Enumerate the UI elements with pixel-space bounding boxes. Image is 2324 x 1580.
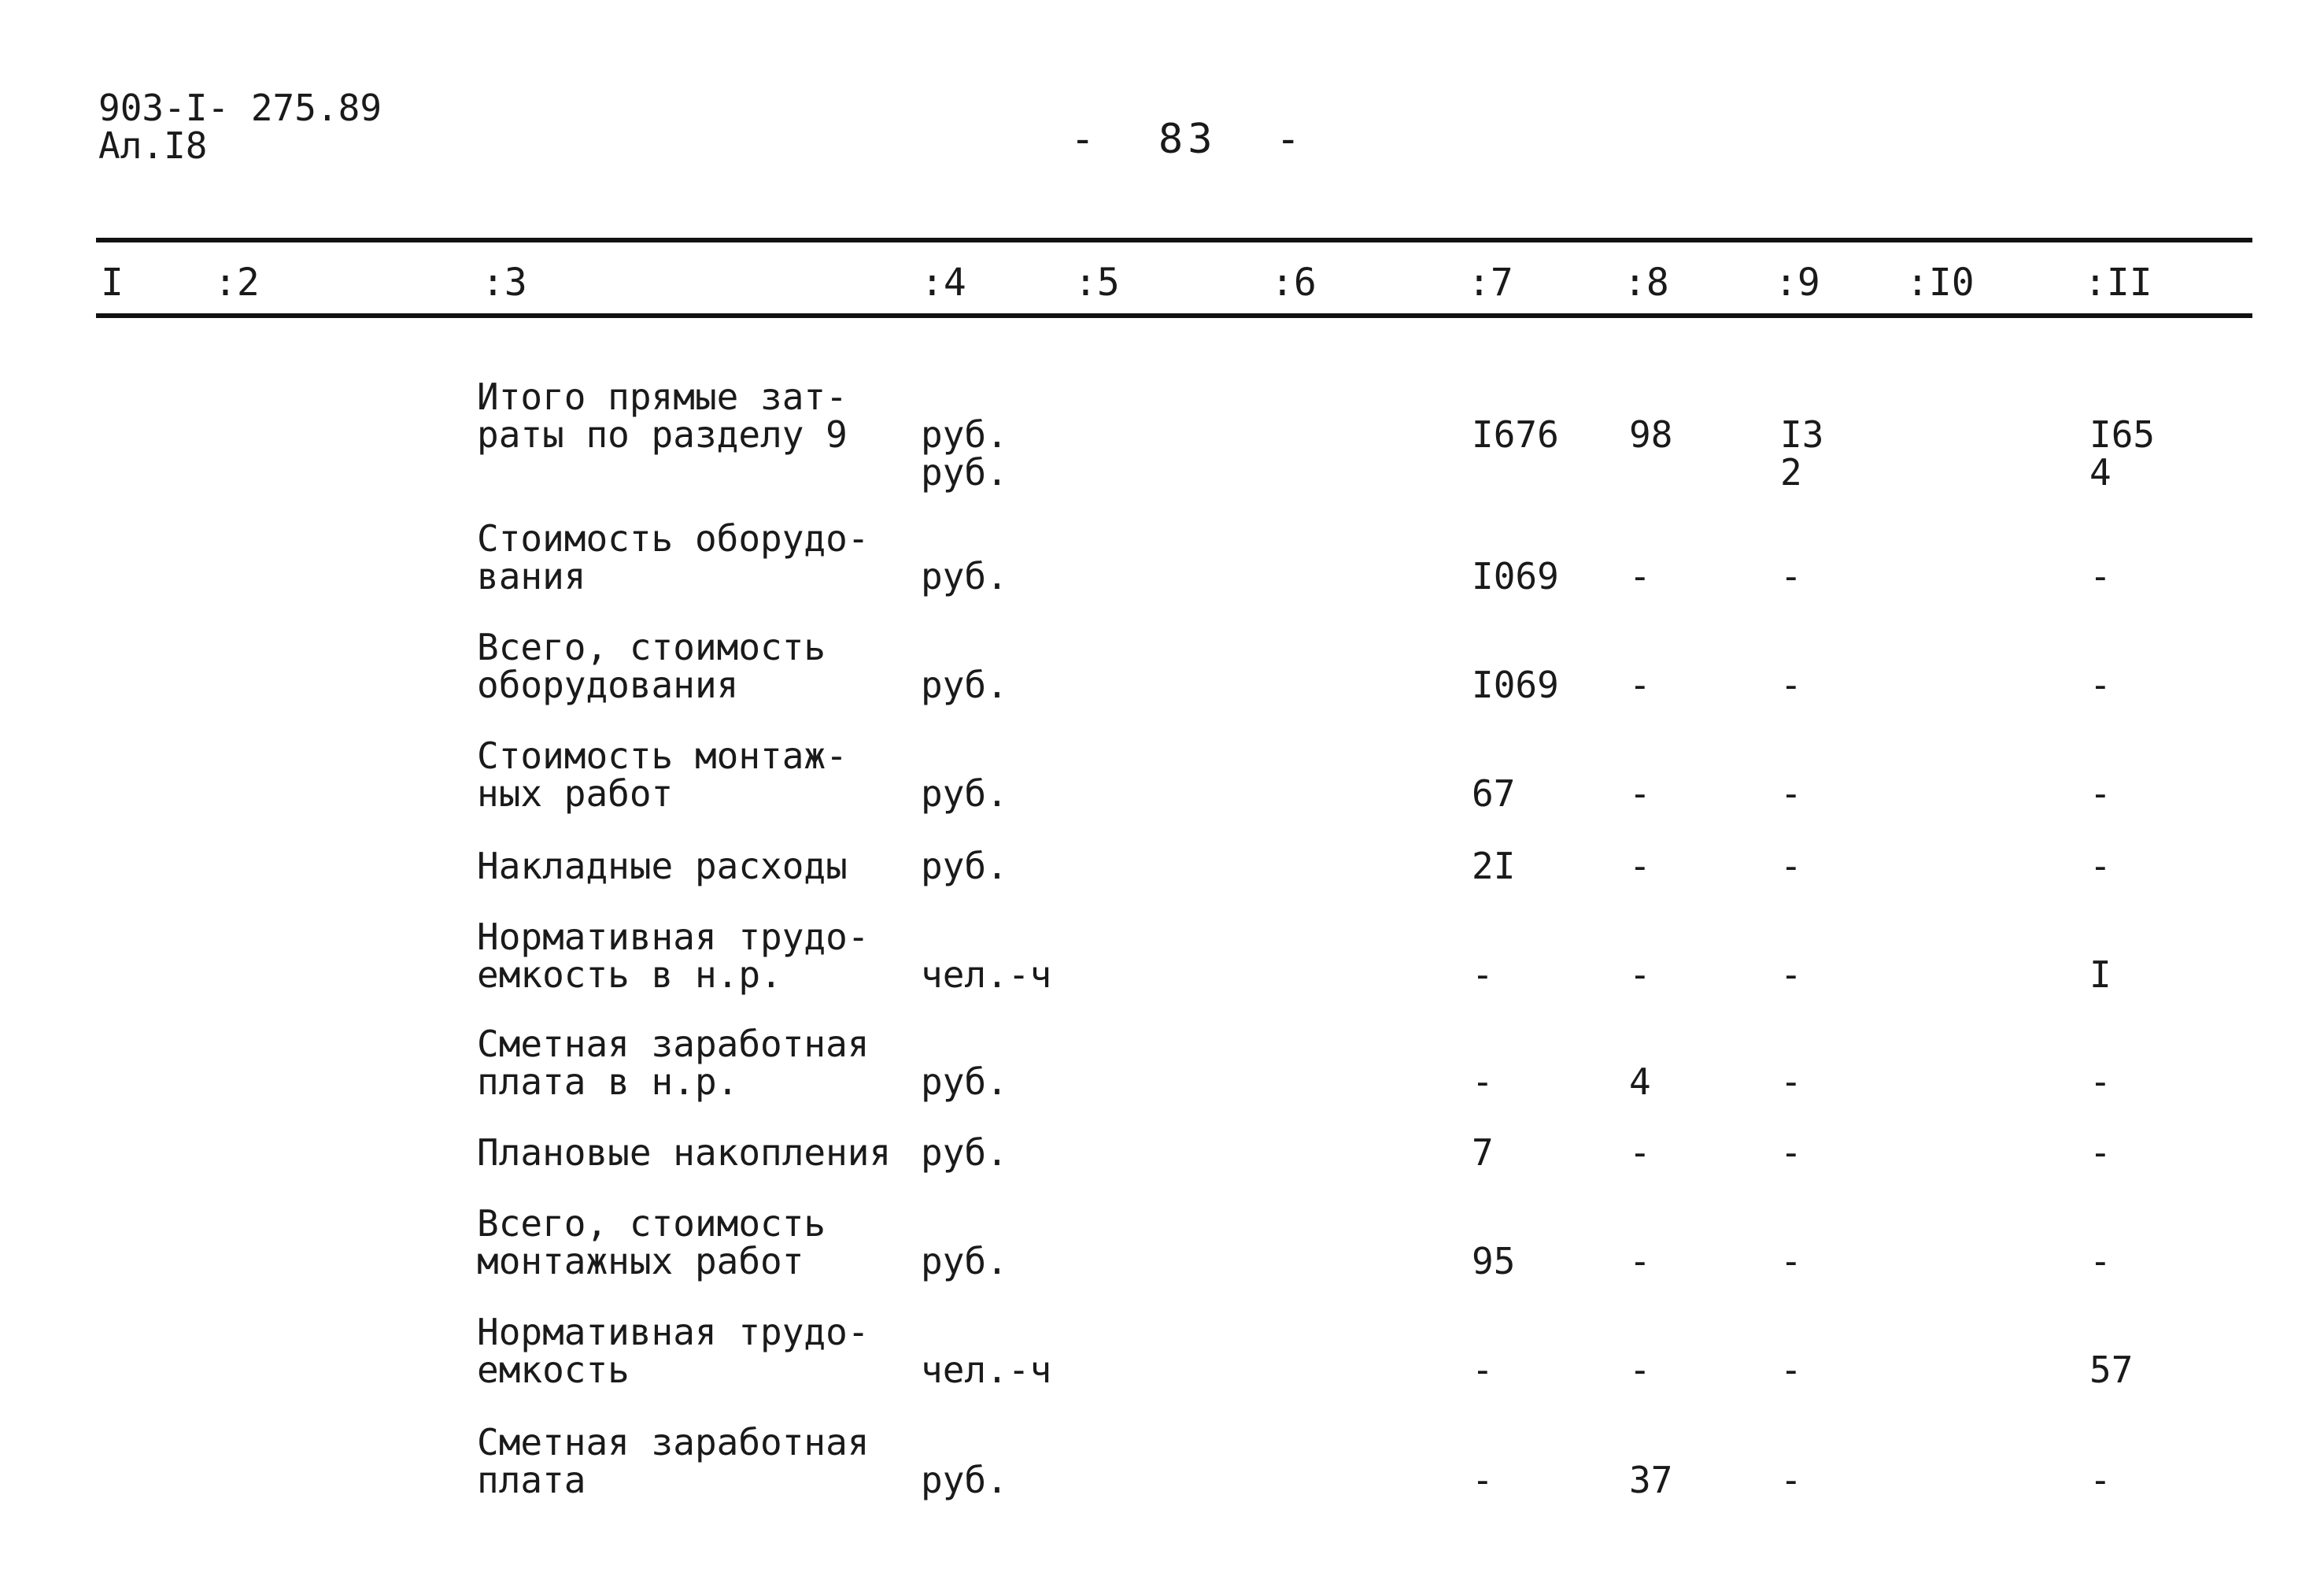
row-value-col8: - [1629,1240,1651,1282]
row-value-col11: 57 [2089,1349,2134,1391]
row-value-col8: - [1629,1131,1651,1174]
row-value-col8: 98 [1629,413,1673,456]
row-value-col9: - [1780,772,1802,815]
column-header-10: :I0 [1906,261,1975,305]
column-header-4: :4 [921,261,966,305]
column-header-2: :2 [214,261,260,305]
document-code: 903-I- 275.89 [98,87,382,129]
row-value-col9: - [1780,555,1802,598]
row-unit: руб. [921,845,1008,887]
table-header-rule [96,313,2252,318]
table-top-rule [96,238,2252,242]
row-value-col11: - [2089,1060,2112,1103]
column-header-9: :9 [1775,261,1820,305]
row-value-col7: I676 [1472,413,1559,456]
row-value-col11: - [2089,845,2112,887]
row-unit: руб. [921,1060,1008,1103]
column-header-1: I [101,261,124,305]
row-value-col9: - [1780,1131,1802,1174]
row-value-col11: - [2089,1459,2112,1501]
sheet-label: Ал.I8 [98,124,208,167]
row-description: Сметная заработная плата в н.р. [477,1023,870,1103]
row-description: Стоимость оборудо- вания [477,517,870,598]
row-unit: чел.-ч [921,1349,1052,1391]
row-value-col7: 95 [1472,1240,1516,1282]
row-value-col9: - [1780,1240,1802,1282]
row-value-col11: - [2089,772,2112,815]
row-value-col9: - [1780,845,1802,887]
row-value-col9: - [1780,1349,1802,1391]
row-value-col11: I [2089,953,2112,996]
row-value-col7: 2I [1472,845,1516,887]
row-value-col7: - [1472,953,1494,996]
row-value-col7: - [1472,1060,1494,1103]
row-value-col7: 7 [1472,1131,1494,1174]
row-description: Накладные расходы [477,845,848,887]
row-value-col8: - [1629,555,1651,598]
row-value-col9: - [1780,664,1802,706]
row-value-col7: - [1472,1349,1494,1391]
row-value-col9: - [1780,1060,1802,1103]
column-header-8: :8 [1624,261,1669,305]
column-header-7: :7 [1468,261,1513,305]
column-header-5: :5 [1074,261,1120,305]
row-value-col8: 37 [1629,1459,1673,1501]
column-header-11: :II [2084,261,2152,305]
row-description: Итого прямые зат- раты по разделу 9 [477,376,848,456]
row-value-col8: - [1629,664,1651,706]
column-header-3: :3 [482,261,527,305]
row-description: Всего, стоимость оборудования [477,626,826,706]
row-value-col11: I65 4 [2089,413,2156,494]
row-unit: руб. [921,1459,1008,1501]
row-value-col7: - [1472,1459,1494,1501]
row-value-col11: - [2089,555,2112,598]
row-value-col7: I069 [1472,555,1559,598]
row-unit: чел.-ч [921,953,1052,996]
row-description: Сметная заработная плата [477,1421,870,1501]
page-number: - 83 - [1070,116,1306,163]
row-value-col8: - [1629,845,1651,887]
row-unit: руб. [921,664,1008,706]
row-description: Стоимость монтаж- ных работ [477,734,848,815]
row-value-col11: - [2089,1240,2112,1282]
row-unit: руб. [921,772,1008,815]
row-value-col9: - [1780,953,1802,996]
row-value-col8: - [1629,772,1651,815]
row-value-col8: 4 [1629,1060,1651,1103]
row-value-col8: - [1629,953,1651,996]
column-header-6: :6 [1271,261,1317,305]
row-value-col9: I3 2 [1780,413,1824,494]
row-value-col11: - [2089,664,2112,706]
row-value-col9: - [1780,1459,1802,1501]
row-unit: руб. [921,1131,1008,1174]
row-value-col11: - [2089,1131,2112,1174]
row-description: Нормативная трудо- емкость в н.р. [477,916,870,996]
row-unit: руб. руб. [921,413,1008,494]
row-value-col8: - [1629,1349,1651,1391]
row-unit: руб. [921,1240,1008,1282]
row-value-col7: 67 [1472,772,1516,815]
row-description: Плановые накопления [477,1131,892,1174]
row-description: Нормативная трудо- емкость [477,1311,870,1391]
row-unit: руб. [921,555,1008,598]
row-description: Всего, стоимость монтажных работ [477,1202,826,1282]
row-value-col7: I069 [1472,664,1559,706]
